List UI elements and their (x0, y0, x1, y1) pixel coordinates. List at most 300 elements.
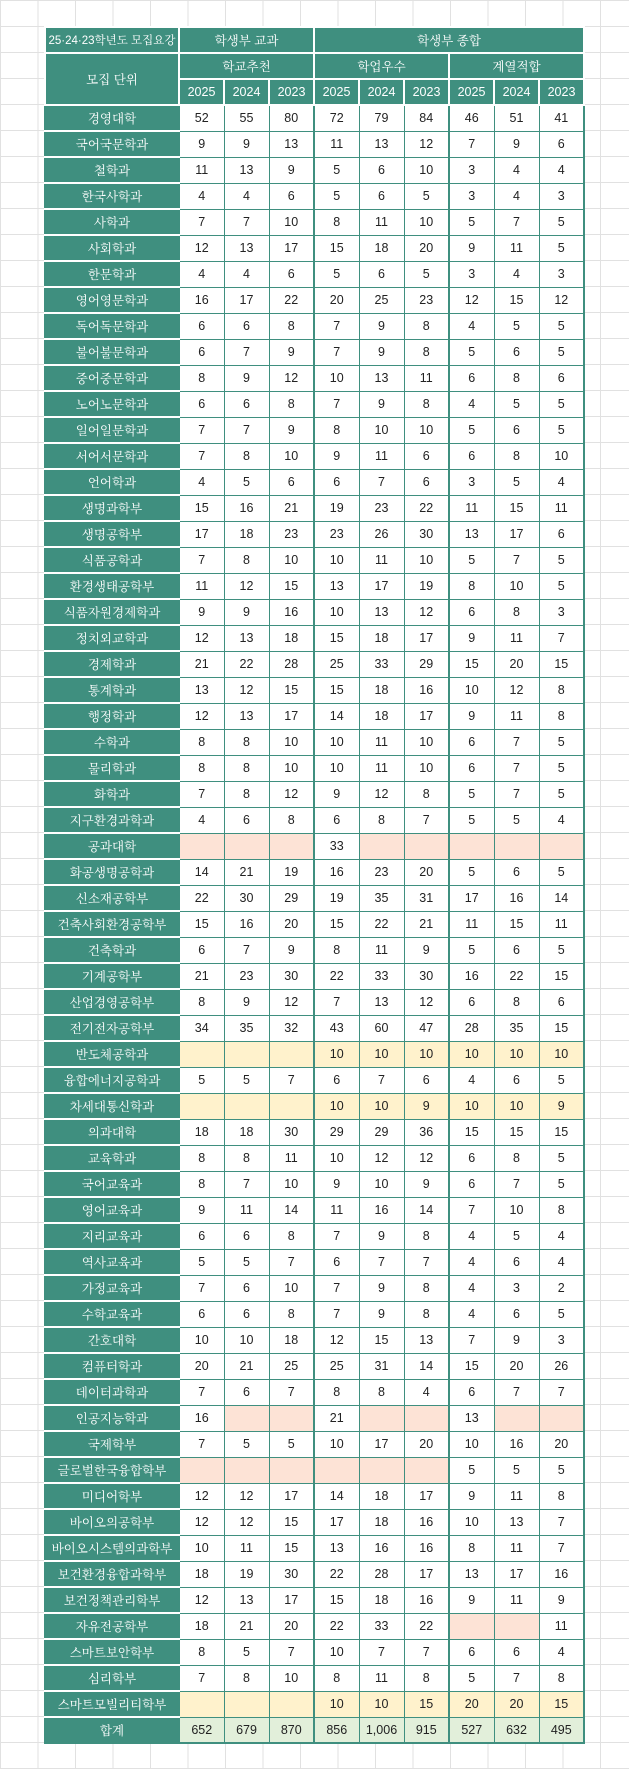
quota-cell[interactable]: 6 (314, 1249, 359, 1275)
quota-cell[interactable]: 16 (539, 1561, 584, 1587)
quota-cell[interactable]: 18 (224, 1119, 269, 1145)
quota-cell[interactable]: 20 (314, 287, 359, 313)
quota-cell[interactable]: 19 (404, 573, 449, 599)
quota-cell[interactable]: 11 (269, 1145, 314, 1171)
quota-cell[interactable]: 7 (539, 1379, 584, 1405)
quota-cell[interactable]: 16 (359, 1535, 404, 1561)
quota-cell[interactable]: 9 (224, 599, 269, 625)
quota-cell[interactable]: 15 (449, 1119, 494, 1145)
quota-cell[interactable]: 43 (314, 1015, 359, 1041)
quota-cell[interactable]: 6 (224, 313, 269, 339)
quota-cell[interactable]: 10 (494, 1197, 539, 1223)
quota-cell[interactable]: 7 (179, 1379, 224, 1405)
quota-cell[interactable]: 5 (179, 1067, 224, 1093)
quota-cell[interactable]: 30 (269, 1119, 314, 1145)
quota-cell[interactable]: 8 (539, 1197, 584, 1223)
quota-cell[interactable]: 12 (404, 1145, 449, 1171)
quota-cell[interactable]: 9 (269, 937, 314, 963)
quota-cell[interactable]: 12 (539, 287, 584, 313)
unit-name-cell[interactable]: 환경생태공학부 (45, 573, 179, 599)
quota-cell[interactable]: 8 (269, 313, 314, 339)
quota-cell[interactable]: 10 (359, 1691, 404, 1717)
quota-cell[interactable]: 29 (404, 651, 449, 677)
quota-cell[interactable]: 10 (314, 547, 359, 573)
quota-cell[interactable]: 20 (494, 651, 539, 677)
quota-cell[interactable]: 17 (314, 1509, 359, 1535)
quota-cell[interactable]: 7 (314, 1301, 359, 1327)
quota-cell[interactable]: 6 (494, 1249, 539, 1275)
quota-cell[interactable]: 15 (449, 1353, 494, 1379)
quota-cell[interactable]: 15 (269, 573, 314, 599)
quota-cell[interactable]: 7 (179, 417, 224, 443)
quota-cell[interactable]: 17 (404, 625, 449, 651)
quota-cell[interactable]: 18 (359, 235, 404, 261)
quota-cell[interactable] (449, 1613, 494, 1639)
quota-cell[interactable]: 20 (539, 1431, 584, 1457)
quota-cell[interactable]: 15 (314, 235, 359, 261)
year-header[interactable]: 2025 (449, 79, 494, 105)
quota-cell[interactable]: 22 (269, 287, 314, 313)
quota-cell[interactable]: 22 (404, 495, 449, 521)
quota-cell[interactable]: 8 (224, 443, 269, 469)
quota-cell[interactable]: 23 (314, 521, 359, 547)
quota-cell[interactable]: 9 (269, 157, 314, 183)
unit-name-cell[interactable]: 통계학과 (45, 677, 179, 703)
quota-cell[interactable]: 6 (404, 1067, 449, 1093)
quota-cell[interactable]: 5 (494, 391, 539, 417)
quota-cell[interactable]: 8 (179, 365, 224, 391)
quota-cell[interactable]: 6 (449, 1639, 494, 1665)
quota-cell[interactable]: 6 (359, 261, 404, 287)
quota-cell[interactable]: 10 (494, 573, 539, 599)
quota-cell[interactable]: 17 (359, 1431, 404, 1457)
quota-cell[interactable]: 8 (494, 989, 539, 1015)
quota-cell[interactable]: 3 (449, 469, 494, 495)
unit-name-cell[interactable]: 역사교육과 (45, 1249, 179, 1275)
quota-cell[interactable]: 12 (404, 131, 449, 157)
quota-cell[interactable]: 15 (539, 1119, 584, 1145)
quota-cell[interactable]: 14 (404, 1197, 449, 1223)
quota-cell[interactable]: 6 (494, 937, 539, 963)
quota-cell[interactable]: 9 (359, 391, 404, 417)
quota-cell[interactable]: 15 (539, 963, 584, 989)
quota-cell[interactable]: 8 (224, 1145, 269, 1171)
quota-cell[interactable]: 22 (314, 1561, 359, 1587)
quota-cell[interactable]: 28 (359, 1561, 404, 1587)
quota-cell[interactable]: 10 (269, 547, 314, 573)
quota-cell[interactable]: 5 (269, 1431, 314, 1457)
quota-cell[interactable] (269, 1405, 314, 1431)
quota-cell[interactable]: 3 (449, 157, 494, 183)
quota-cell[interactable]: 6 (449, 1171, 494, 1197)
quota-cell[interactable]: 6 (494, 417, 539, 443)
quota-cell[interactable]: 5 (449, 1457, 494, 1483)
quota-cell[interactable]: 5 (314, 157, 359, 183)
total-cell[interactable]: 1,006 (359, 1717, 404, 1743)
unit-name-cell[interactable]: 행정학과 (45, 703, 179, 729)
quota-cell[interactable] (224, 1457, 269, 1483)
quota-cell[interactable]: 15 (494, 911, 539, 937)
quota-cell[interactable]: 5 (224, 1067, 269, 1093)
quota-cell[interactable]: 13 (269, 131, 314, 157)
unit-name-cell[interactable]: 한국사학과 (45, 183, 179, 209)
quota-cell[interactable]: 5 (539, 937, 584, 963)
quota-cell[interactable]: 12 (269, 365, 314, 391)
quota-cell[interactable]: 14 (179, 859, 224, 885)
unit-name-cell[interactable]: 국어교육과 (45, 1171, 179, 1197)
quota-cell[interactable]: 4 (539, 1223, 584, 1249)
quota-cell[interactable]: 11 (539, 911, 584, 937)
quota-cell[interactable]: 8 (539, 677, 584, 703)
quota-cell[interactable]: 8 (224, 781, 269, 807)
quota-cell[interactable]: 6 (449, 729, 494, 755)
quota-cell[interactable]: 5 (539, 1067, 584, 1093)
unit-name-cell[interactable]: 바이오시스템의과학부 (45, 1535, 179, 1561)
quota-cell[interactable]: 7 (539, 1535, 584, 1561)
quota-cell[interactable]: 17 (449, 885, 494, 911)
unit-name-cell[interactable]: 경제학과 (45, 651, 179, 677)
quota-cell[interactable]: 22 (404, 1613, 449, 1639)
quota-cell[interactable]: 12 (179, 703, 224, 729)
quota-cell[interactable]: 41 (539, 105, 584, 131)
quota-cell[interactable]: 33 (359, 1613, 404, 1639)
quota-cell[interactable]: 33 (359, 651, 404, 677)
quota-cell[interactable]: 8 (404, 391, 449, 417)
quota-cell[interactable]: 14 (314, 703, 359, 729)
quota-cell[interactable]: 13 (224, 235, 269, 261)
quota-cell[interactable] (269, 1093, 314, 1119)
unit-column-header[interactable]: 모집 단위 (45, 53, 179, 105)
unit-name-cell[interactable]: 지구환경과학과 (45, 807, 179, 833)
quota-cell[interactable]: 6 (539, 365, 584, 391)
quota-cell[interactable]: 8 (224, 547, 269, 573)
quota-cell[interactable]: 11 (359, 729, 404, 755)
quota-cell[interactable]: 7 (224, 339, 269, 365)
quota-cell[interactable]: 9 (359, 313, 404, 339)
unit-name-cell[interactable]: 차세대통신학과 (45, 1093, 179, 1119)
quota-cell[interactable]: 13 (359, 599, 404, 625)
quota-cell[interactable]: 2 (539, 1275, 584, 1301)
quota-cell[interactable] (314, 1457, 359, 1483)
quota-cell[interactable]: 6 (359, 183, 404, 209)
quota-cell[interactable]: 15 (314, 625, 359, 651)
quota-cell[interactable]: 17 (494, 521, 539, 547)
quota-cell[interactable]: 16 (494, 1431, 539, 1457)
quota-cell[interactable]: 18 (179, 1119, 224, 1145)
quota-cell[interactable]: 8 (314, 209, 359, 235)
quota-cell[interactable]: 7 (314, 989, 359, 1015)
quota-cell[interactable]: 8 (494, 443, 539, 469)
quota-cell[interactable]: 30 (404, 521, 449, 547)
quota-cell[interactable]: 17 (404, 1561, 449, 1587)
quota-cell[interactable]: 6 (539, 131, 584, 157)
quota-cell[interactable]: 8 (359, 807, 404, 833)
quota-cell[interactable]: 12 (224, 1483, 269, 1509)
quota-cell[interactable]: 51 (494, 105, 539, 131)
quota-cell[interactable]: 25 (314, 1353, 359, 1379)
unit-name-cell[interactable]: 컴퓨터학과 (45, 1353, 179, 1379)
quota-cell[interactable]: 9 (449, 1483, 494, 1509)
quota-cell[interactable] (179, 1041, 224, 1067)
quota-cell[interactable]: 4 (494, 261, 539, 287)
unit-name-cell[interactable]: 정치외교학과 (45, 625, 179, 651)
quota-cell[interactable]: 21 (404, 911, 449, 937)
quota-cell[interactable]: 7 (494, 1665, 539, 1691)
quota-cell[interactable]: 9 (314, 781, 359, 807)
quota-cell[interactable]: 10 (404, 209, 449, 235)
quota-cell[interactable]: 8 (404, 313, 449, 339)
quota-cell[interactable]: 55 (224, 105, 269, 131)
quota-cell[interactable]: 11 (494, 703, 539, 729)
quota-cell[interactable]: 15 (179, 495, 224, 521)
quota-cell[interactable] (179, 833, 224, 859)
quota-cell[interactable]: 5 (494, 1223, 539, 1249)
quota-cell[interactable]: 21 (179, 963, 224, 989)
quota-cell[interactable]: 11 (224, 1197, 269, 1223)
quota-cell[interactable]: 30 (404, 963, 449, 989)
quota-cell[interactable]: 6 (179, 391, 224, 417)
quota-cell[interactable]: 5 (314, 261, 359, 287)
quota-cell[interactable]: 5 (224, 1249, 269, 1275)
quota-cell[interactable]: 16 (404, 1509, 449, 1535)
quota-cell[interactable]: 5 (539, 417, 584, 443)
quota-cell[interactable]: 3 (494, 1275, 539, 1301)
quota-cell[interactable]: 3 (539, 599, 584, 625)
quota-cell[interactable]: 46 (449, 105, 494, 131)
quota-cell[interactable]: 26 (359, 521, 404, 547)
quota-cell[interactable]: 7 (359, 1639, 404, 1665)
quota-cell[interactable]: 15 (494, 495, 539, 521)
quota-cell[interactable]: 18 (359, 1509, 404, 1535)
quota-cell[interactable]: 23 (359, 495, 404, 521)
unit-name-cell[interactable]: 신소재공학부 (45, 885, 179, 911)
quota-cell[interactable]: 8 (449, 573, 494, 599)
quota-cell[interactable]: 8 (269, 1301, 314, 1327)
unit-name-cell[interactable]: 글로벌한국융합학부 (45, 1457, 179, 1483)
quota-cell[interactable]: 10 (314, 1639, 359, 1665)
quota-cell[interactable]: 15 (404, 1691, 449, 1717)
unit-name-cell[interactable]: 영어교육과 (45, 1197, 179, 1223)
quota-cell[interactable]: 11 (179, 573, 224, 599)
quota-cell[interactable]: 10 (314, 1691, 359, 1717)
quota-cell[interactable]: 9 (269, 339, 314, 365)
quota-cell[interactable]: 18 (179, 1613, 224, 1639)
quota-cell[interactable]: 16 (179, 1405, 224, 1431)
quota-cell[interactable]: 12 (359, 1145, 404, 1171)
quota-cell[interactable]: 12 (449, 287, 494, 313)
quota-cell[interactable]: 8 (269, 807, 314, 833)
quota-cell[interactable]: 7 (494, 547, 539, 573)
quota-cell[interactable]: 8 (224, 1665, 269, 1691)
quota-cell[interactable]: 9 (494, 131, 539, 157)
quota-cell[interactable]: 8 (179, 1639, 224, 1665)
quota-cell[interactable]: 8 (404, 339, 449, 365)
quota-cell[interactable]: 4 (449, 1275, 494, 1301)
quota-cell[interactable]: 10 (359, 1093, 404, 1119)
quota-cell[interactable]: 16 (404, 1535, 449, 1561)
quota-cell[interactable]: 10 (269, 1665, 314, 1691)
quota-cell[interactable]: 9 (314, 1171, 359, 1197)
unit-name-cell[interactable]: 가정교육과 (45, 1275, 179, 1301)
quota-cell[interactable]: 21 (179, 651, 224, 677)
quota-cell[interactable]: 9 (494, 1327, 539, 1353)
quota-cell[interactable]: 17 (269, 703, 314, 729)
quota-cell[interactable]: 52 (179, 105, 224, 131)
quota-cell[interactable]: 6 (449, 1379, 494, 1405)
quota-cell[interactable]: 4 (404, 1379, 449, 1405)
quota-cell[interactable]: 5 (539, 209, 584, 235)
quota-cell[interactable]: 8 (404, 1301, 449, 1327)
quota-cell[interactable]: 10 (404, 157, 449, 183)
quota-cell[interactable] (539, 1405, 584, 1431)
quota-cell[interactable]: 11 (539, 1613, 584, 1639)
year-header[interactable]: 2023 (269, 79, 314, 105)
quota-cell[interactable]: 20 (269, 1613, 314, 1639)
quota-cell[interactable]: 11 (449, 911, 494, 937)
quota-cell[interactable]: 10 (449, 1093, 494, 1119)
quota-cell[interactable]: 6 (269, 261, 314, 287)
quota-cell[interactable]: 5 (494, 469, 539, 495)
quota-cell[interactable]: 28 (449, 1015, 494, 1041)
quota-cell[interactable]: 7 (179, 547, 224, 573)
quota-cell[interactable]: 12 (179, 625, 224, 651)
quota-cell[interactable]: 20 (269, 911, 314, 937)
quota-cell[interactable]: 12 (404, 599, 449, 625)
quota-cell[interactable]: 7 (179, 1431, 224, 1457)
quota-cell[interactable]: 5 (539, 729, 584, 755)
unit-name-cell[interactable]: 교육학과 (45, 1145, 179, 1171)
quota-cell[interactable]: 11 (359, 1665, 404, 1691)
unit-name-cell[interactable]: 인공지능학과 (45, 1405, 179, 1431)
quota-cell[interactable]: 13 (359, 365, 404, 391)
quota-cell[interactable]: 6 (314, 807, 359, 833)
quota-cell[interactable]: 9 (179, 131, 224, 157)
quota-cell[interactable]: 13 (224, 157, 269, 183)
quota-cell[interactable]: 15 (179, 911, 224, 937)
quota-cell[interactable] (179, 1457, 224, 1483)
quota-cell[interactable]: 18 (179, 1561, 224, 1587)
quota-cell[interactable]: 20 (494, 1353, 539, 1379)
unit-name-cell[interactable]: 심리학부 (45, 1665, 179, 1691)
year-header[interactable]: 2024 (224, 79, 269, 105)
quota-cell[interactable]: 8 (449, 1535, 494, 1561)
quota-cell[interactable]: 32 (269, 1015, 314, 1041)
quota-cell[interactable]: 7 (449, 1327, 494, 1353)
quota-cell[interactable]: 18 (359, 703, 404, 729)
quota-cell[interactable]: 23 (404, 287, 449, 313)
quota-cell[interactable]: 34 (179, 1015, 224, 1041)
unit-name-cell[interactable]: 건축학과 (45, 937, 179, 963)
unit-name-cell[interactable]: 수학과 (45, 729, 179, 755)
quota-cell[interactable]: 8 (314, 1379, 359, 1405)
quota-cell[interactable]: 11 (404, 365, 449, 391)
quota-cell[interactable]: 10 (314, 365, 359, 391)
quota-cell[interactable]: 13 (449, 521, 494, 547)
quota-cell[interactable]: 8 (359, 1379, 404, 1405)
quota-cell[interactable]: 5 (539, 1171, 584, 1197)
quota-cell[interactable]: 10 (269, 755, 314, 781)
quota-cell[interactable]: 11 (494, 1587, 539, 1613)
quota-cell[interactable]: 31 (404, 885, 449, 911)
unit-name-cell[interactable]: 수학교육과 (45, 1301, 179, 1327)
unit-name-cell[interactable]: 생명과학부 (45, 495, 179, 521)
quota-cell[interactable]: 5 (539, 313, 584, 339)
subgroup-header-field-fit[interactable]: 계열적합 (449, 53, 584, 79)
quota-cell[interactable]: 21 (224, 1613, 269, 1639)
quota-cell[interactable]: 4 (494, 183, 539, 209)
quota-cell[interactable]: 60 (359, 1015, 404, 1041)
quota-cell[interactable]: 11 (359, 755, 404, 781)
quota-cell[interactable]: 9 (404, 1171, 449, 1197)
quota-cell[interactable]: 6 (494, 1301, 539, 1327)
quota-cell[interactable]: 6 (224, 1301, 269, 1327)
quota-cell[interactable]: 5 (449, 339, 494, 365)
quota-cell[interactable]: 9 (539, 1587, 584, 1613)
quota-cell[interactable]: 12 (269, 989, 314, 1015)
quota-cell[interactable]: 13 (404, 1327, 449, 1353)
quota-cell[interactable]: 29 (359, 1119, 404, 1145)
quota-cell[interactable]: 18 (359, 677, 404, 703)
unit-name-cell[interactable]: 전기전자공학부 (45, 1015, 179, 1041)
quota-cell[interactable]: 10 (224, 1327, 269, 1353)
quota-cell[interactable]: 10 (404, 417, 449, 443)
quota-cell[interactable]: 19 (314, 885, 359, 911)
quota-cell[interactable]: 13 (224, 1587, 269, 1613)
quota-cell[interactable]: 7 (539, 625, 584, 651)
quota-cell[interactable]: 15 (314, 677, 359, 703)
quota-cell[interactable]: 22 (224, 651, 269, 677)
quota-cell[interactable]: 9 (314, 443, 359, 469)
quota-cell[interactable]: 7 (269, 1249, 314, 1275)
quota-cell[interactable]: 18 (359, 625, 404, 651)
quota-cell[interactable]: 5 (494, 807, 539, 833)
quota-cell[interactable]: 16 (314, 859, 359, 885)
unit-name-cell[interactable]: 노어노문학과 (45, 391, 179, 417)
quota-cell[interactable]: 6 (449, 599, 494, 625)
quota-cell[interactable]: 19 (269, 859, 314, 885)
quota-cell[interactable]: 6 (314, 469, 359, 495)
quota-cell[interactable]: 10 (539, 443, 584, 469)
quota-cell[interactable]: 7 (404, 1249, 449, 1275)
quota-cell[interactable]: 10 (314, 1145, 359, 1171)
quota-cell[interactable]: 3 (539, 1327, 584, 1353)
quota-cell[interactable]: 6 (224, 1223, 269, 1249)
quota-cell[interactable]: 4 (449, 391, 494, 417)
table-title[interactable]: 25·24·23학년도 모집요강 (45, 27, 179, 53)
quota-cell[interactable]: 21 (314, 1405, 359, 1431)
quota-cell[interactable]: 15 (269, 1535, 314, 1561)
unit-name-cell[interactable]: 일어일문학과 (45, 417, 179, 443)
quota-cell[interactable]: 10 (269, 443, 314, 469)
unit-name-cell[interactable]: 영어영문학과 (45, 287, 179, 313)
quota-cell[interactable]: 20 (404, 859, 449, 885)
quota-cell[interactable] (494, 1405, 539, 1431)
quota-cell[interactable]: 16 (359, 1197, 404, 1223)
quota-cell[interactable] (269, 1457, 314, 1483)
quota-cell[interactable]: 7 (224, 209, 269, 235)
unit-name-cell[interactable]: 독어독문학과 (45, 313, 179, 339)
quota-cell[interactable]: 9 (179, 1197, 224, 1223)
quota-cell[interactable]: 15 (449, 651, 494, 677)
quota-cell[interactable]: 4 (449, 313, 494, 339)
quota-cell[interactable]: 8 (539, 703, 584, 729)
quota-cell[interactable]: 20 (449, 1691, 494, 1717)
quota-cell[interactable]: 13 (314, 1535, 359, 1561)
quota-cell[interactable]: 23 (224, 963, 269, 989)
quota-cell[interactable]: 6 (449, 443, 494, 469)
quota-cell[interactable]: 4 (539, 1639, 584, 1665)
quota-cell[interactable]: 8 (314, 1665, 359, 1691)
